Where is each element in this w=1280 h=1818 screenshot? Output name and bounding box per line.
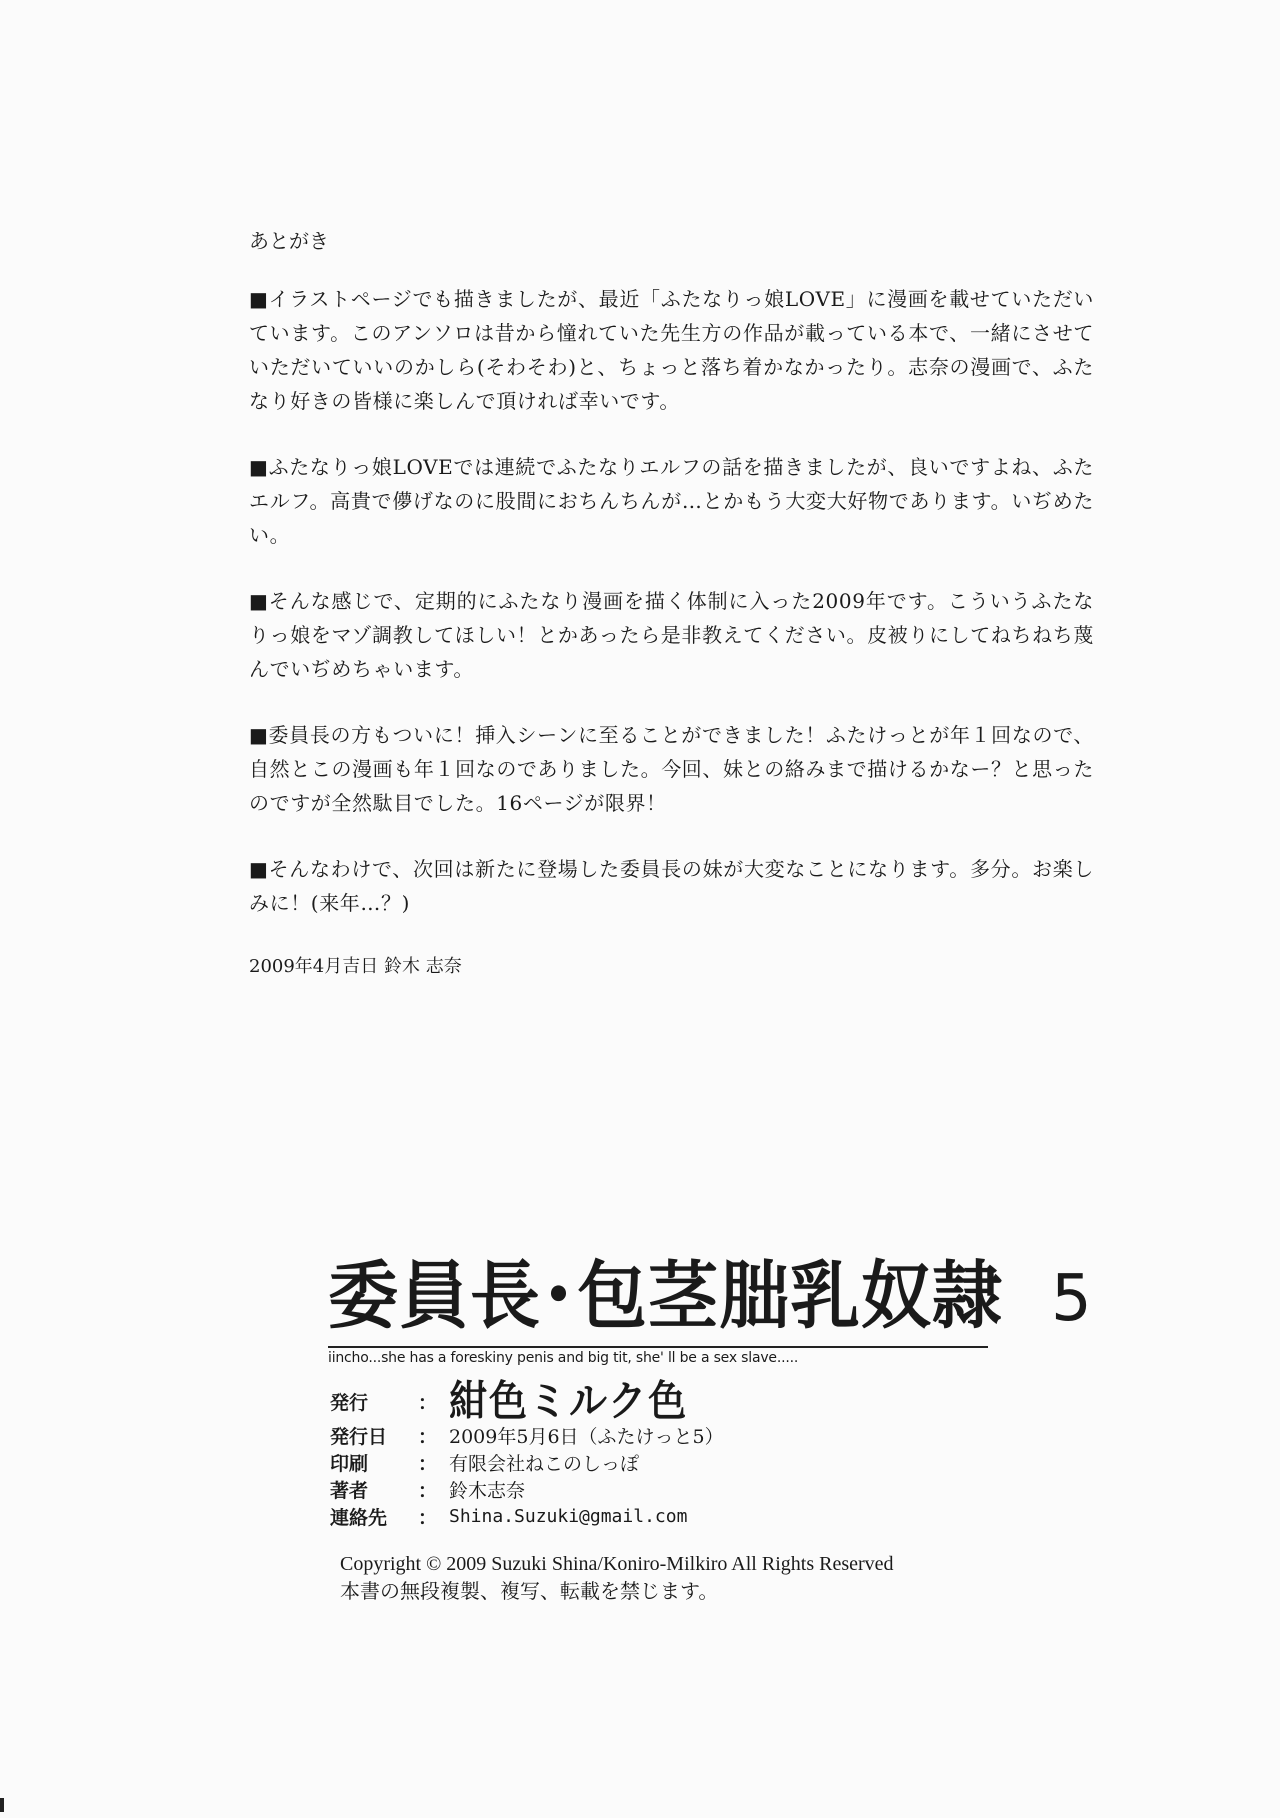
book-title-row (328, 1250, 1092, 1342)
colophon-value: 鈴木志奈 (449, 1480, 526, 1502)
afterword-signoff: 2009年4月吉日 鈴木 志奈 (249, 956, 462, 977)
colophon-label: 発行日 (330, 1426, 388, 1448)
colophon-label: 著者 (330, 1480, 369, 1502)
colophon-row-author (330, 1476, 1070, 1503)
afterword-paragraph: ■ふたなりっ娘LOVEでは連続でふたなりエルフの話を描きましたが、良いですよね、ふたエルフ。高貴で儚げなのに股間におちんちんが…とかもう大変大好物であります。いぢめたい。 (249, 455, 1094, 547)
colophon-section (328, 1250, 1092, 1603)
colophon-colon: ： (418, 1507, 438, 1529)
title-divider (328, 1346, 988, 1348)
afterword-paragraph: ■そんなわけで、次回は新たに登場した委員長の妹が大変なことになります。多分。お楽しみに！(来年…？) (249, 857, 1094, 915)
colophon-colon: ： (418, 1391, 438, 1414)
contact-email: Shina.Suzuki@gmail.com (449, 1506, 688, 1527)
colophon-value: 有限会社ねこのしっぽ (449, 1453, 640, 1475)
afterword-paragraph: ■そんな感じで、定期的にふたなり漫画を描く体制に入った2009年です。こういうふたなりっ娘をマゾ調教してほしい！とかあったら是非教えてください。皮被りにしてねちねち蔑んでいぢめちゃいます。 (249, 589, 1094, 681)
reproduction-notice: 本書の無段複製、複写、転載を禁じます。 (340, 1581, 719, 1603)
colophon-label: 連絡先 (330, 1507, 388, 1529)
book-subtitle: iincho...she has a foreskiny penis and big tit, she' ll be a sex slave..... (328, 1350, 799, 1366)
colophon-row-date (330, 1422, 1070, 1449)
colophon-row-publisher (330, 1376, 1070, 1426)
binding-mark (0, 1798, 4, 1812)
colophon-row-contact (330, 1503, 1070, 1530)
colophon-row-printer (330, 1449, 1070, 1476)
colophon-info (330, 1376, 1070, 1530)
afterword-section (249, 224, 1094, 982)
colophon-colon: ： (418, 1480, 438, 1502)
colophon-colon: ： (418, 1426, 438, 1448)
colophon-label: 印刷 (330, 1453, 369, 1475)
colophon-colon: ： (418, 1453, 438, 1475)
afterword-paragraph: ■イラストページでも描きましたが、最近「ふたなりっ娘LOVE」に漫画を載せていただいています。このアンソロは昔から憧れていた先生方の作品が載っている本で、一緒にさせていただいていいのかしら(そわそわ)と、ちょっと落ち着かなかったり。志奈の漫画で、ふたなり好きの皆様に楽しんで頂ければ幸いです。 (249, 287, 1094, 413)
afterword-heading: あとがき (249, 229, 329, 253)
book-title: 委員長･包茎朏乳奴隷 (328, 1252, 1003, 1340)
afterword-paragraph: ■委員長の方もついに！挿入シーンに至ることができました！ふたけっとが年１回なので、自然とこの漫画も年１回なのでありました。今回、妹との絡みまで描けるかなー？と思ったのですが全然駄目でした。16ページが限界！ (249, 723, 1094, 815)
colophon-value: 2009年5月6日（ふたけっと5） (449, 1426, 724, 1448)
copyright-block (340, 1550, 1080, 1606)
colophon-label: 発行 (330, 1391, 369, 1414)
volume-number: 5 (1051, 1262, 1092, 1336)
publisher-logo: 紺色ミルク色 (449, 1376, 689, 1426)
copyright-line: Copyright © 2009 Suzuki Shina/Koniro-Milkiro All Rights Reserved (340, 1553, 894, 1575)
